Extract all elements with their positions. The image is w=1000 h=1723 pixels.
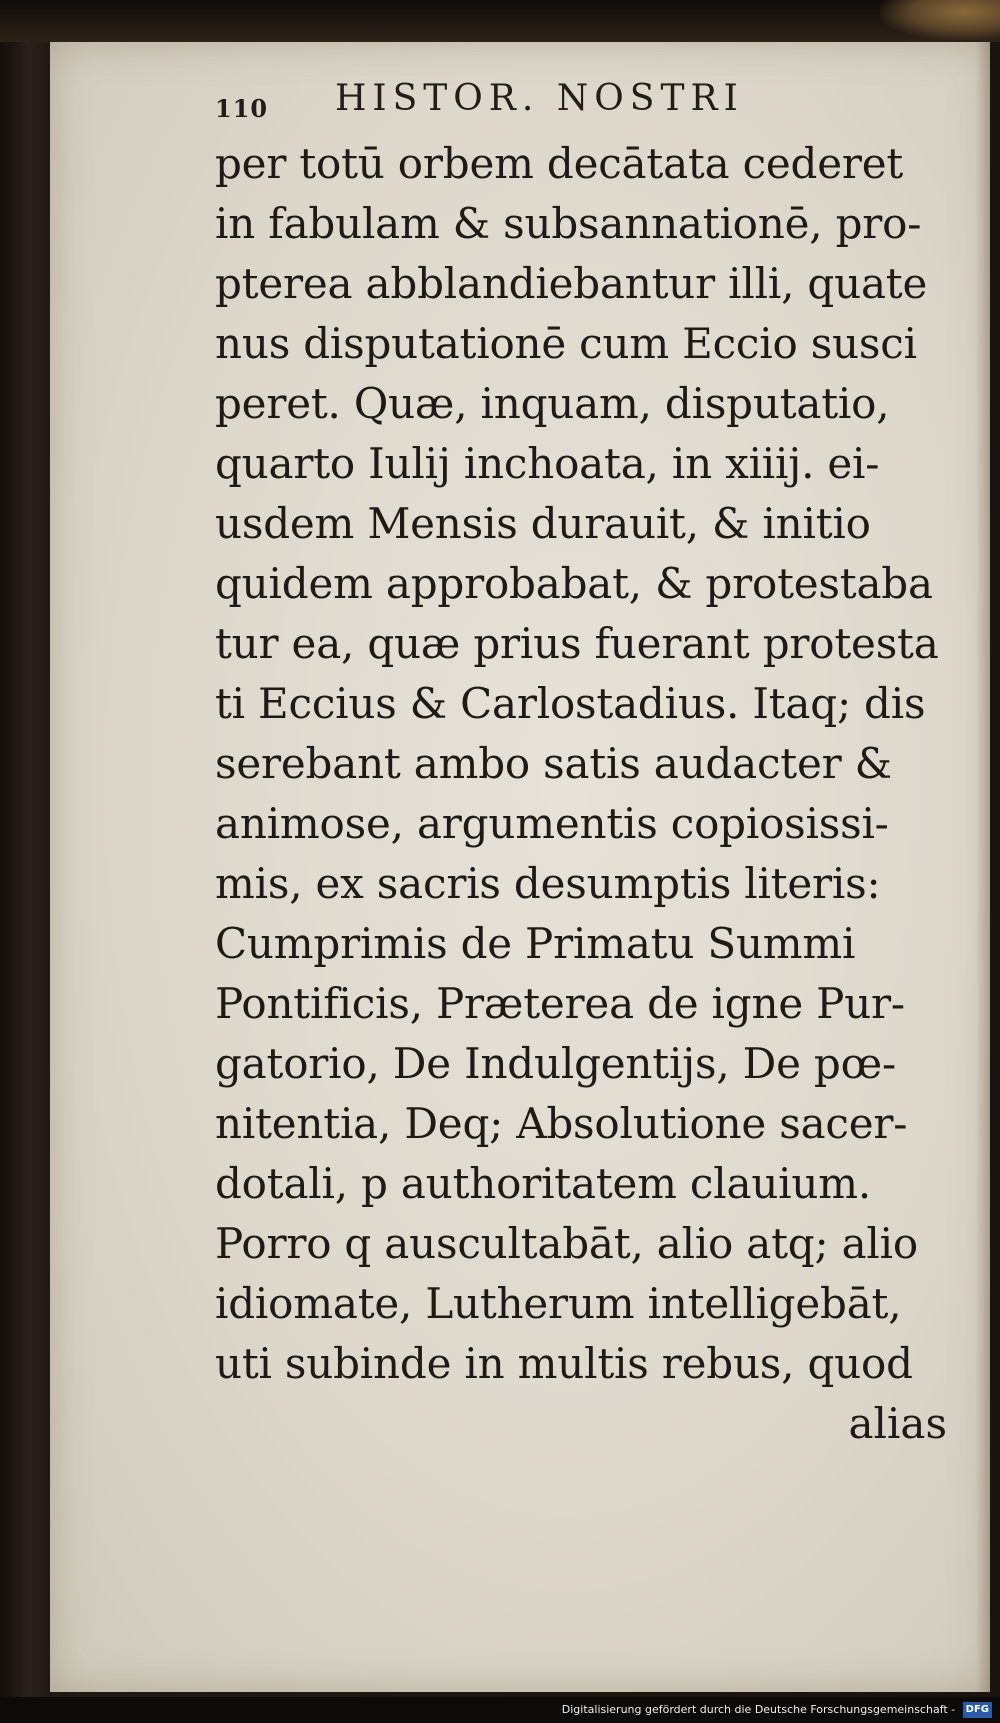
catchword: alias (848, 1399, 947, 1448)
text-line: in fabulam & subsannationē, pro- (215, 199, 922, 248)
dfg-logo: DFG (963, 1702, 992, 1718)
text-line: uti subinde in multis rebus, quod (215, 1339, 913, 1388)
text-line: tur ea, quæ prius fuerant protesta (215, 619, 939, 668)
text-line: per totū orbem decātata cederet (215, 139, 904, 188)
text-line: nitentia, Deq; Absolutione sacer- (215, 1099, 908, 1148)
page-gutter-shadow (976, 42, 990, 1692)
text-line: ti Eccius & Carlostadius. Itaq; dis (215, 679, 926, 728)
text-line: Pontificis, Præterea de igne Pur- (215, 979, 905, 1028)
text-line: gatorio, De Indulgentijs, De pœ- (215, 1039, 896, 1088)
text-line: Porro q auscultabāt, alio atq; alio (215, 1219, 918, 1268)
text-line: dotali, p authoritatem clauium. (215, 1159, 872, 1208)
page-number: 110 (215, 94, 269, 123)
text-line: serebant ambo satis audacter & (215, 739, 892, 788)
text-line: animose, argumentis copiosissi- (215, 799, 889, 848)
body-text (215, 134, 955, 1454)
text-line: peret. Quæ, inquam, disputatio, (215, 379, 890, 428)
book-top-edge (0, 0, 1000, 42)
text-line: nus disputationē cum Eccio susci (215, 319, 917, 368)
text-line: pterea abblandiebantur illi, quate (215, 259, 928, 308)
page-header (215, 78, 865, 128)
binding-corner (880, 0, 1000, 40)
text-line: mis, ex sacris desumptis literis: (215, 859, 881, 908)
funding-credit: Digitalisierung gefördert durch die Deutsche Forschungsgemeinschaft - (561, 1703, 956, 1716)
running-title: HISTOR. NOSTRI (335, 78, 744, 119)
text-line: usdem Mensis durauit, & initio (215, 499, 871, 548)
text-line: Cumprimis de Primatu Summi (215, 919, 856, 968)
text-line: quarto Iulij inchoata, in xiiij. ei- (215, 439, 880, 488)
text-line: quidem approbabat, & protestaba (215, 559, 933, 608)
digitization-footer (0, 1697, 1000, 1723)
text-line: idiomate, Lutherum intelligebāt, (215, 1279, 902, 1328)
